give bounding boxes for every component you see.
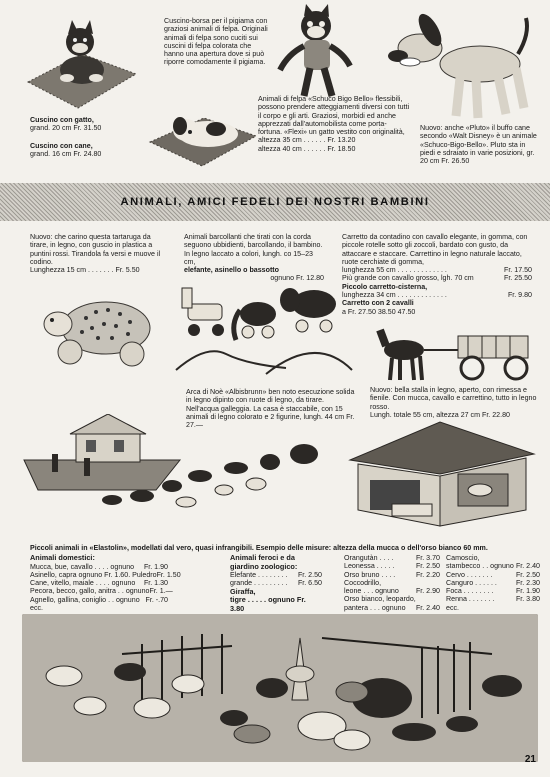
item-name: Coccodrillo, xyxy=(344,578,382,587)
item-name: Leonessa . . . . . xyxy=(344,562,395,571)
price-row xyxy=(446,554,540,562)
item-name: Orso bruno . . . . xyxy=(344,570,396,579)
item-price: Fr. 2.50 xyxy=(415,562,440,571)
item-name: Foca . . . . . . . . xyxy=(446,587,494,596)
item-name: Cervo . . . . . . . xyxy=(446,570,493,579)
item-name: Canguro . . . . . . xyxy=(446,578,497,587)
price-row xyxy=(344,554,440,562)
plush-price-40: altezza 40 cm . . . . . . Fr. 18.50 xyxy=(258,144,356,153)
price-row xyxy=(344,562,440,570)
stable-text: Nuovo: bella stalla in legno, aperto, con rimessa e fienile. Con mucca, cavallo e carrettino, tutto in legno rosso. xyxy=(370,386,537,411)
dog-cushion-title: Cuscino con cane, xyxy=(30,142,93,150)
item-price: Fr. 2.50 xyxy=(297,571,322,580)
mountain-etc: ecc. xyxy=(446,603,460,612)
tank-size: lunghezza 34 cm . . . . . . . . . . . . . xyxy=(342,291,447,300)
dog-cushion-caption xyxy=(30,142,140,159)
stable-photo xyxy=(340,414,540,532)
tank-title: Piccolo carretto-cisterna, xyxy=(342,282,428,291)
item-name: Camoscio, xyxy=(446,554,480,562)
price-row xyxy=(30,579,168,587)
elastolin-col-domestic xyxy=(30,553,181,613)
item-name: leone . . . ognuno xyxy=(344,587,399,596)
plush-price-35: altezza 35 cm . . . . . . Fr. 13.20 xyxy=(258,136,356,145)
pluto-description: Nuovo: anche «Pluto» il buffo cane secondo «Walt Disney» è un animale «Schuco-Bigo-Bello». Pluto sta in piedi e sdraiato in varie posizioni, gr. 20 cm Fr. 26.50 xyxy=(420,124,537,166)
item-price: Fr. 2.30 xyxy=(515,578,540,587)
turtle-photo xyxy=(36,284,160,370)
banner-title: ANIMALI, AMICI FEDELI DEI NOSTRI BAMBINI xyxy=(120,196,430,208)
item-price: Fr. 1.90 xyxy=(515,587,540,596)
item-price: Fr. 3.80 xyxy=(515,595,540,604)
two-horses-price: a Fr. 27.50 38.50 47.50 xyxy=(342,307,416,316)
item-price: Fr. 2.90 xyxy=(415,587,440,596)
item-price: Fr. 2.50 xyxy=(515,570,540,579)
item-name: Orso bianco, leopardo, xyxy=(344,595,416,604)
cart-size-70: Più grande con cavallo grosso, lgh. 70 cm xyxy=(342,274,474,283)
tiger-label: tigre . . . . . ognuno Fr. 3.80 xyxy=(230,595,306,613)
price-row xyxy=(230,571,322,579)
turtle-description xyxy=(30,233,170,274)
price-row xyxy=(30,596,168,604)
item-name: grande . . . . . . . . . xyxy=(230,579,288,588)
stable-price: Lungh. totale 55 cm, altezza 27 cm Fr. 22.80 xyxy=(370,410,510,419)
item-price: Fr. -.70 xyxy=(145,595,168,604)
item-price: Fr. 6.50 xyxy=(297,579,322,588)
cart-description xyxy=(342,233,532,316)
price-row xyxy=(344,571,440,579)
domestic-list xyxy=(30,562,181,604)
wobble-items: elefante, asinello o bassotto xyxy=(184,266,280,275)
ark-description: Arca di Noè «Albisbrunn» ben noto esecuzione solida in legno dipinto con ruote di legno, da tirare. Nell'acqua galleggia. La casa è staccabile, con 15 animali di legno colorato e 2 figurine, lungh. 44 cm Fr. 27.— xyxy=(186,388,355,430)
item-price: Fr. 1.— xyxy=(149,587,173,596)
giraffe-label: Giraffa, xyxy=(230,586,256,596)
mountain-list xyxy=(446,554,540,604)
wobble-animals-photo xyxy=(166,274,360,378)
item-price: Fr. 2.40 xyxy=(515,562,540,571)
item-price: Fr. 2.20 xyxy=(415,570,440,579)
horse-cart-photo xyxy=(372,316,538,386)
wild-heading: Animali feroci e da giardino zoologico: xyxy=(230,553,298,571)
price-row xyxy=(344,579,440,587)
two-horses-title: Carretto con 2 cavalli xyxy=(342,299,414,308)
item-price: Fr. 2.40 xyxy=(415,603,440,612)
price-row xyxy=(446,579,540,587)
dog-cushion-price: grand. 16 cm Fr. 24.80 xyxy=(30,150,102,159)
plush-text: Animali di felpa «Schuco Bigo Bello» flessibili, possono prendere atteggiamenti diversi con tutti il corpo e gli arti. Graziosi, morbidi ed anche apprezzati dall'automobilista come porta-fortuna. «Flexi» un gatto vestito con originalità, xyxy=(258,95,410,137)
wobble-text: Animali barcollanti che tirati con la corda seguono ubbidienti, barcollando, il bambino. In legno laccato a colori, lungh. co 15–23 cm, xyxy=(184,233,323,266)
item-name: Orangutàn . . . . xyxy=(344,554,394,562)
cat-cushion-price: grand. 20 cm Fr. 31.50 xyxy=(30,124,102,133)
dog-cushion-photo xyxy=(146,94,260,170)
section-banner xyxy=(0,183,550,221)
price-row xyxy=(446,595,540,603)
price-row xyxy=(30,570,181,579)
item-name: stambecco . . ognuno xyxy=(446,562,514,571)
cat-cushion-caption xyxy=(30,116,140,133)
price-row xyxy=(446,562,540,570)
item-name: Agnello, gallina, coniglio . . ognuno xyxy=(30,595,140,604)
item-name: Renna . . . . . . . xyxy=(446,595,495,604)
item-price: Fr. 1.30 xyxy=(143,579,168,588)
plush-description xyxy=(258,95,410,153)
page-number: 21 xyxy=(524,754,536,765)
price-row xyxy=(446,571,540,579)
item-name: Pecora, becco, gallo, anitra . . ognuno xyxy=(30,587,150,596)
cart-price-55: Fr. 17.50 xyxy=(504,266,532,275)
price-row xyxy=(30,587,173,596)
turtle-price: Lunghezza 15 cm . . . . . . . Fr. 5.50 xyxy=(30,266,140,275)
domestic-heading: Animali domestici: xyxy=(30,553,95,562)
zoo-list xyxy=(344,554,440,612)
cart-price-70: Fr. 25.50 xyxy=(504,274,532,283)
item-price: Fr. 3.70 xyxy=(415,554,440,562)
domestic-etc: ecc. xyxy=(30,604,44,613)
item-name: Elefante . . . . . . . . xyxy=(230,571,288,580)
elastolin-col-wild xyxy=(230,554,322,614)
cat-cushion-photo xyxy=(22,12,140,112)
elastolin-col-mountain xyxy=(446,554,540,612)
turtle-text: Nuovo: che carino questa tartaruga da tirare, in legno, con guscio in plastica a puntini rossi. Tirandola fa versi e muove il codino. xyxy=(30,233,161,266)
flexi-cat-photo xyxy=(270,4,366,100)
item-price: Fr. 1.50 xyxy=(156,570,181,579)
price-row xyxy=(344,595,440,603)
cart-text: Carretto da contadino con cavallo elegante, in gomma, con piccole rotelle sotto gli zoccoli, bardato con gusto, da attaccare e staccare. Carrettino in legno naturale laccato, ruote cerchiate di gomma, xyxy=(342,233,528,266)
price-row xyxy=(344,604,440,612)
elastolin-animals-photo xyxy=(22,614,538,762)
item-name: Asinello, capra ognuno Fr. 1.60. Puledro xyxy=(30,570,157,579)
price-row xyxy=(30,563,168,571)
noah-ark-photo xyxy=(20,414,332,524)
cat-cushion-title: Cuscino con gatto, xyxy=(30,116,94,124)
price-row xyxy=(344,587,440,595)
item-name: pantera . . . ognuno xyxy=(344,603,406,612)
elastolin-intro: Piccoli animali in «Elastolin», modellati dal vero, quasi infrangibili. Esempio delle misure: altezza della mucca o dell'orso bianco 60 mm. xyxy=(30,544,488,552)
tank-price: Fr. 9.80 xyxy=(507,291,532,300)
price-row xyxy=(446,587,540,595)
wobble-price: ognuno Fr. 12.80 xyxy=(270,274,324,283)
elastolin-col-zoo xyxy=(344,554,440,612)
item-name: Cane, vitello, maiale . . . . ognuno xyxy=(30,579,136,588)
item-name: Mucca, bue, cavallo . . . . ognuno xyxy=(30,562,135,571)
item-price: Fr. 1.90 xyxy=(143,562,168,571)
wild-list xyxy=(230,571,322,588)
cart-size-55: lunghezza 55 cm . . . . . . . . . . . . . xyxy=(342,266,447,275)
bag-description: Cuscino-borsa per il pigiama con graziosi animali di felpa. Originali animali di felpa sono cuciti sui cuscini di felpa colorata che hanno una apertura dove si può riporre comodamente il pigiama. xyxy=(164,17,268,67)
